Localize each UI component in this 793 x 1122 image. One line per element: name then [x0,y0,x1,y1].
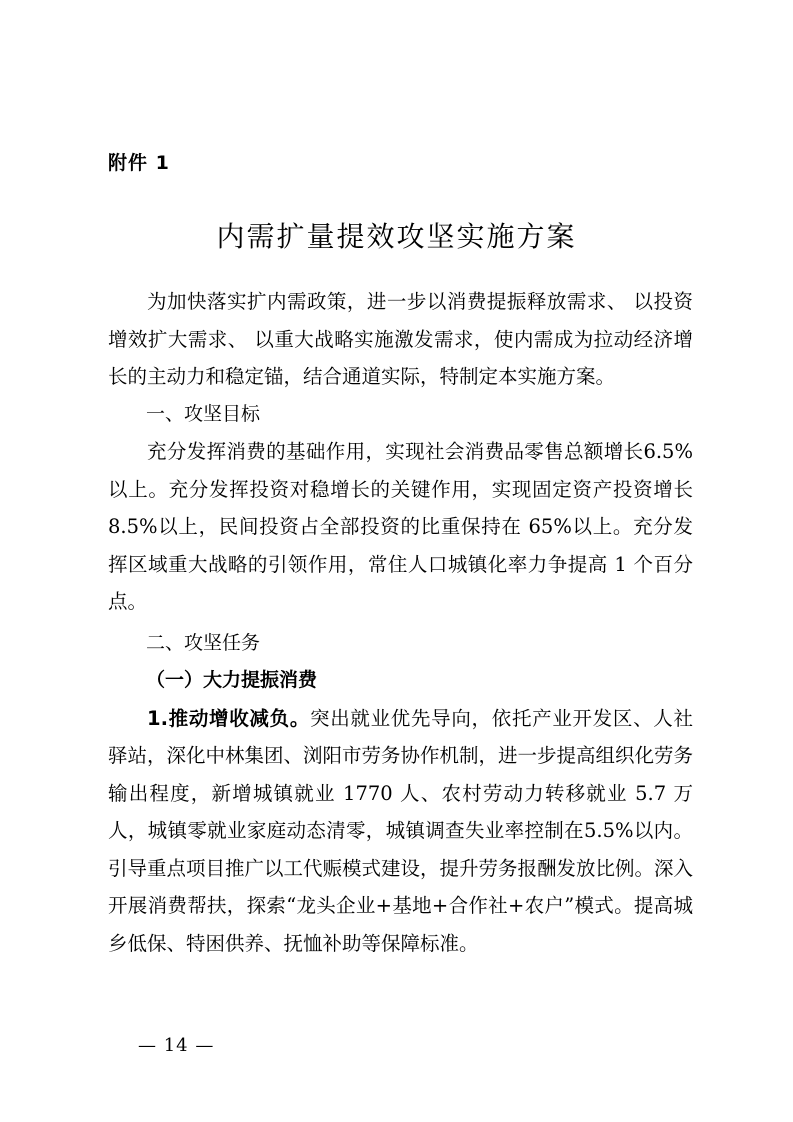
section-heading-tasks: 二、攻坚任务 [146,631,261,654]
subsection-heading-consumption: （一）大力提振消费 [146,669,318,691]
intro-paragraph: 为加快落实扩内需政策，进一步以消费提振释放需求、 以投资增效扩大需求、 以重大战略实施激发需求，使内需成为拉动经济增长的主动力和稳定锚，结合通道实际，特制定本实施方案。 [108,290,693,388]
document-body [108,283,693,962]
task-item-1 [108,700,693,963]
task-item-1-lead: 1.推动增收减负。 [147,706,311,730]
task-item-1-text: 突出就业优先导向，依托产业开发区、人社驿站，深化中林集团、浏阳市劳务协作机制，进一步提高组织化劳务输出程度，新增城镇就业 1770 人、农村劳动力转移就业 5.7 万人，城镇零就业家庭动态清零，城镇调查失业率控制在5.5%以内。引导重点项目推广以工代赈模式建设，提升劳务报酬发放比例。深入开展消费帮扶，探索“龙头企业+基地+合作社+农户”模式。提高城乡低保、特困供养、抚恤补助等保障标准。 [108,706,694,955]
goals-paragraph: 充分发挥消费的基础作用，实现社会消费品零售总额增长6.5%以上。充分发挥投资对稳增长的关键作用，实现固定资产投资增长 8.5%以上，民间投资占全部投资的比重保持在 65%以上。充分发挥区域重大战略的引领作用，常住人口城镇化率力争提高 1 个百分点。 [108,440,693,613]
document-title: 内需扩量提效攻坚实施方案 [216,220,577,253]
attachment-label: 附件 1 [108,152,170,174]
page-number: — 14 — [138,1035,215,1056]
section-heading-goals: 一、攻坚目标 [146,402,261,425]
